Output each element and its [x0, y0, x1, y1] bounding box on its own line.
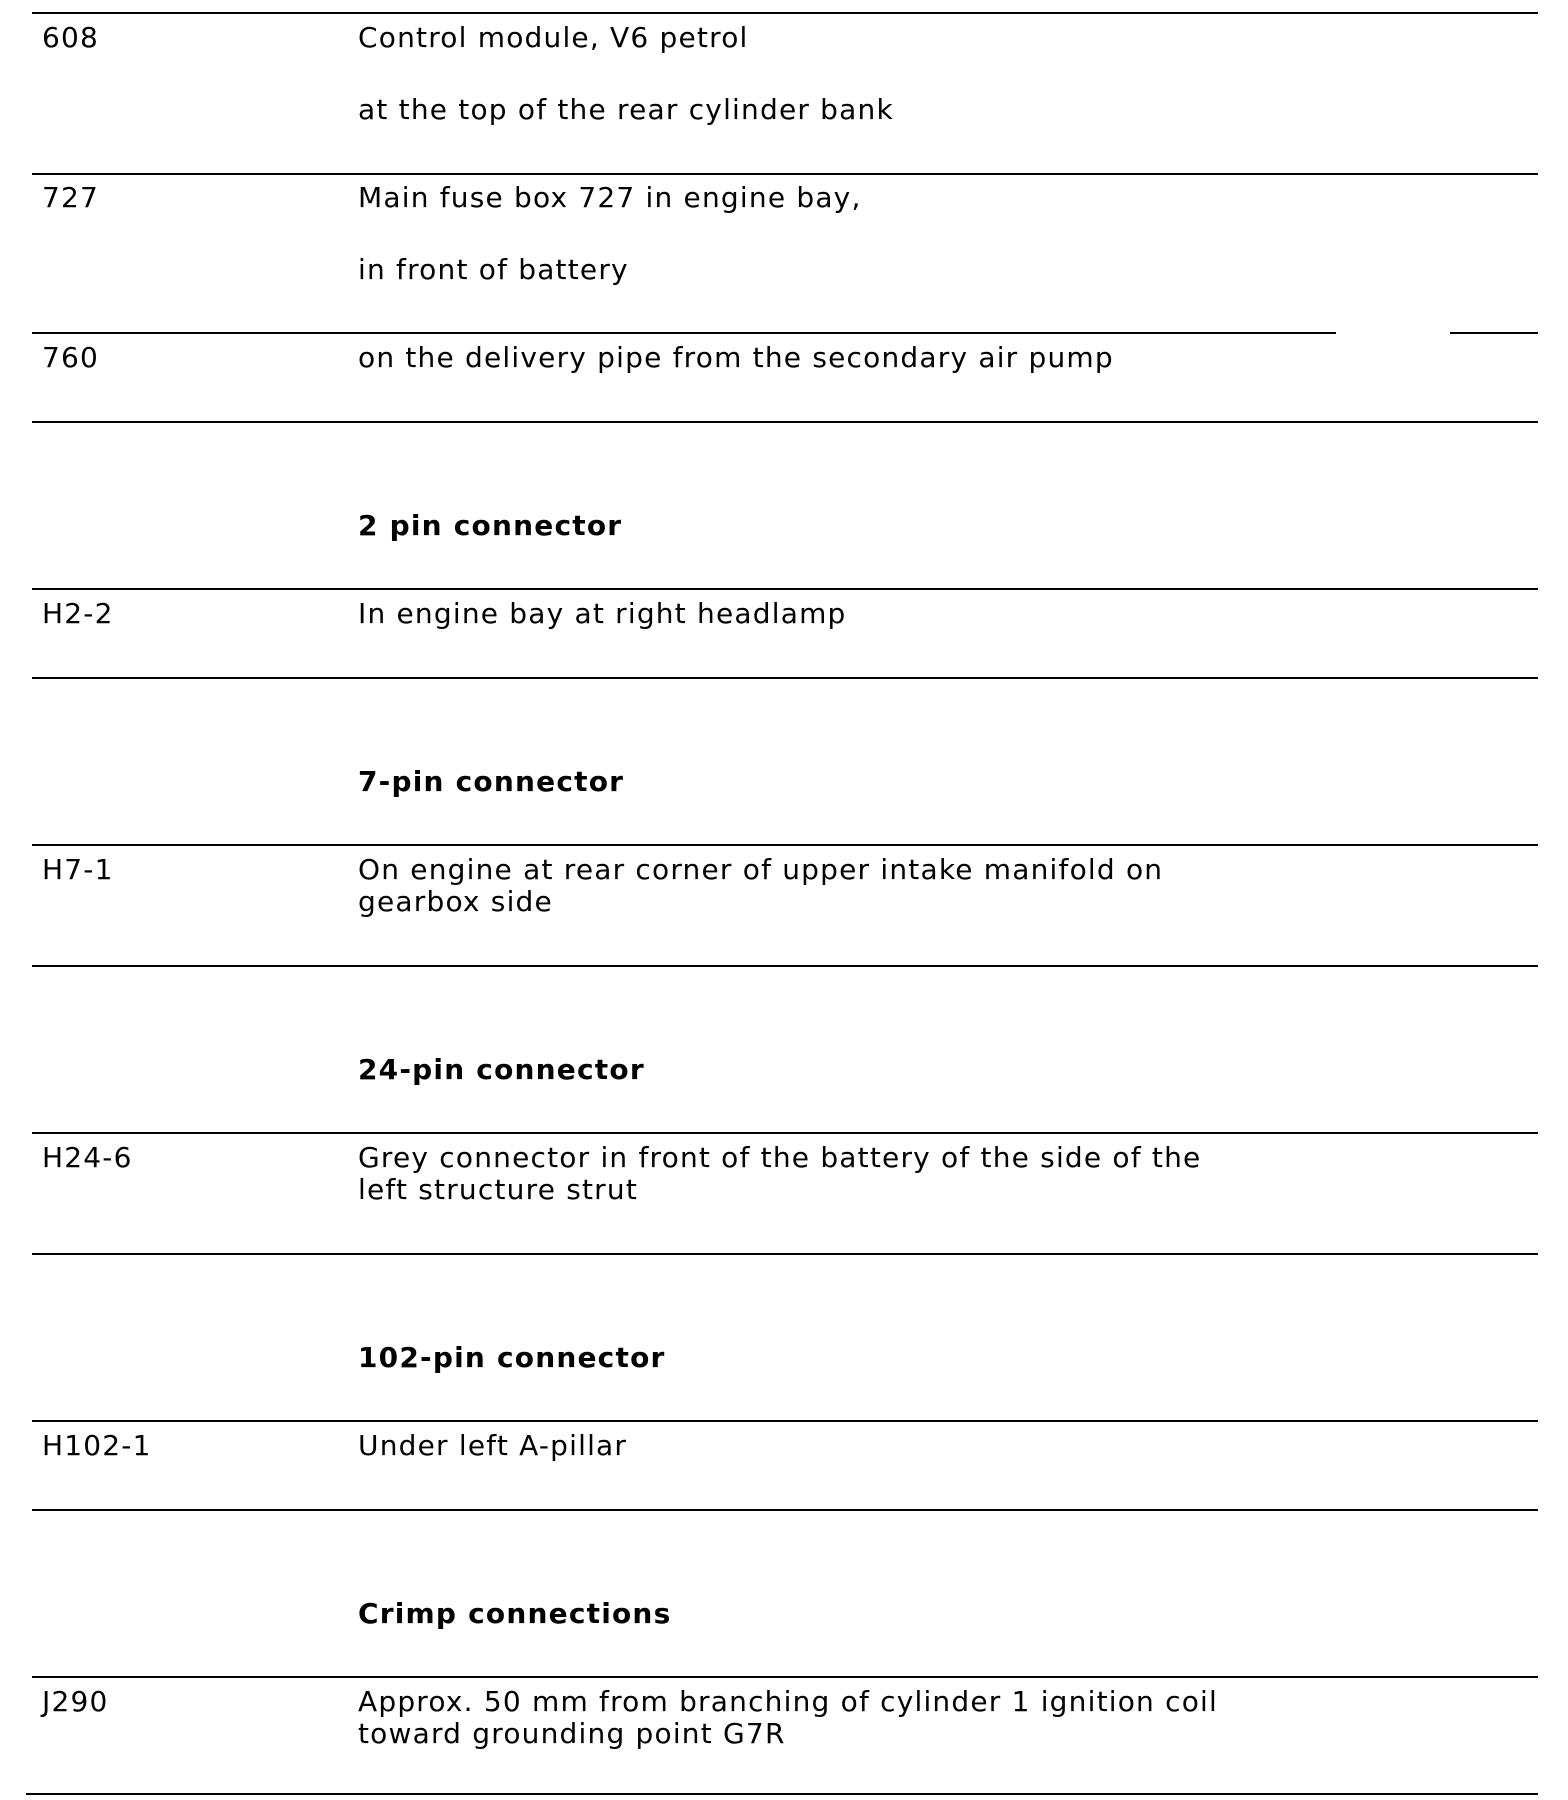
- row-description-continued: at the top of the rear cylinder bank: [358, 93, 894, 126]
- row-description: Under left A-pillar: [358, 1429, 628, 1462]
- table-rule: [32, 1132, 1538, 1134]
- table-rule: [32, 965, 1538, 967]
- table-rule: [32, 12, 1538, 14]
- row-description: on the delivery pipe from the secondary air pump: [358, 341, 1114, 374]
- row-description: Control module, V6 petrol: [358, 21, 749, 54]
- section-heading: Crimp connections: [358, 1597, 672, 1630]
- row-code: 608: [42, 21, 100, 54]
- row-description-continued: toward grounding point G7R: [358, 1717, 786, 1750]
- table-rule: [32, 677, 1538, 679]
- row-code: 727: [42, 181, 100, 214]
- table-rule: [32, 421, 1538, 423]
- row-code: H7-1: [42, 853, 114, 886]
- row-description: On engine at rear corner of upper intake manifold on: [358, 853, 1164, 886]
- row-code: H24-6: [42, 1141, 133, 1174]
- row-description: Approx. 50 mm from branching of cylinder 1 ignition coil: [358, 1685, 1218, 1718]
- section-heading: 7-pin connector: [358, 765, 625, 798]
- row-description: Main fuse box 727 in engine bay,: [358, 181, 862, 214]
- row-code: J290: [42, 1685, 109, 1718]
- table-rule: [32, 844, 1538, 846]
- row-description: Grey connector in front of the battery of the side of the: [358, 1141, 1202, 1174]
- section-heading: 24-pin connector: [358, 1053, 645, 1086]
- table-rule: [1450, 332, 1538, 334]
- row-description-continued: gearbox side: [358, 885, 553, 918]
- row-description-continued: left structure strut: [358, 1173, 639, 1206]
- table-rule: [32, 1509, 1538, 1511]
- table-rule: [32, 332, 1336, 334]
- table-rule: [32, 588, 1538, 590]
- table-rule: [32, 1420, 1538, 1422]
- table-rule: [32, 173, 1538, 175]
- section-heading: 2 pin connector: [358, 509, 623, 542]
- table-rule: [32, 1253, 1538, 1255]
- row-description-continued: in front of battery: [358, 253, 629, 286]
- row-code: H2-2: [42, 597, 114, 630]
- row-description: In engine bay at right headlamp: [358, 597, 847, 630]
- row-code: 760: [42, 341, 100, 374]
- table-rule: [26, 1793, 1538, 1795]
- section-heading: 102-pin connector: [358, 1341, 666, 1374]
- row-code: H102-1: [42, 1429, 152, 1462]
- table-rule: [32, 1676, 1538, 1678]
